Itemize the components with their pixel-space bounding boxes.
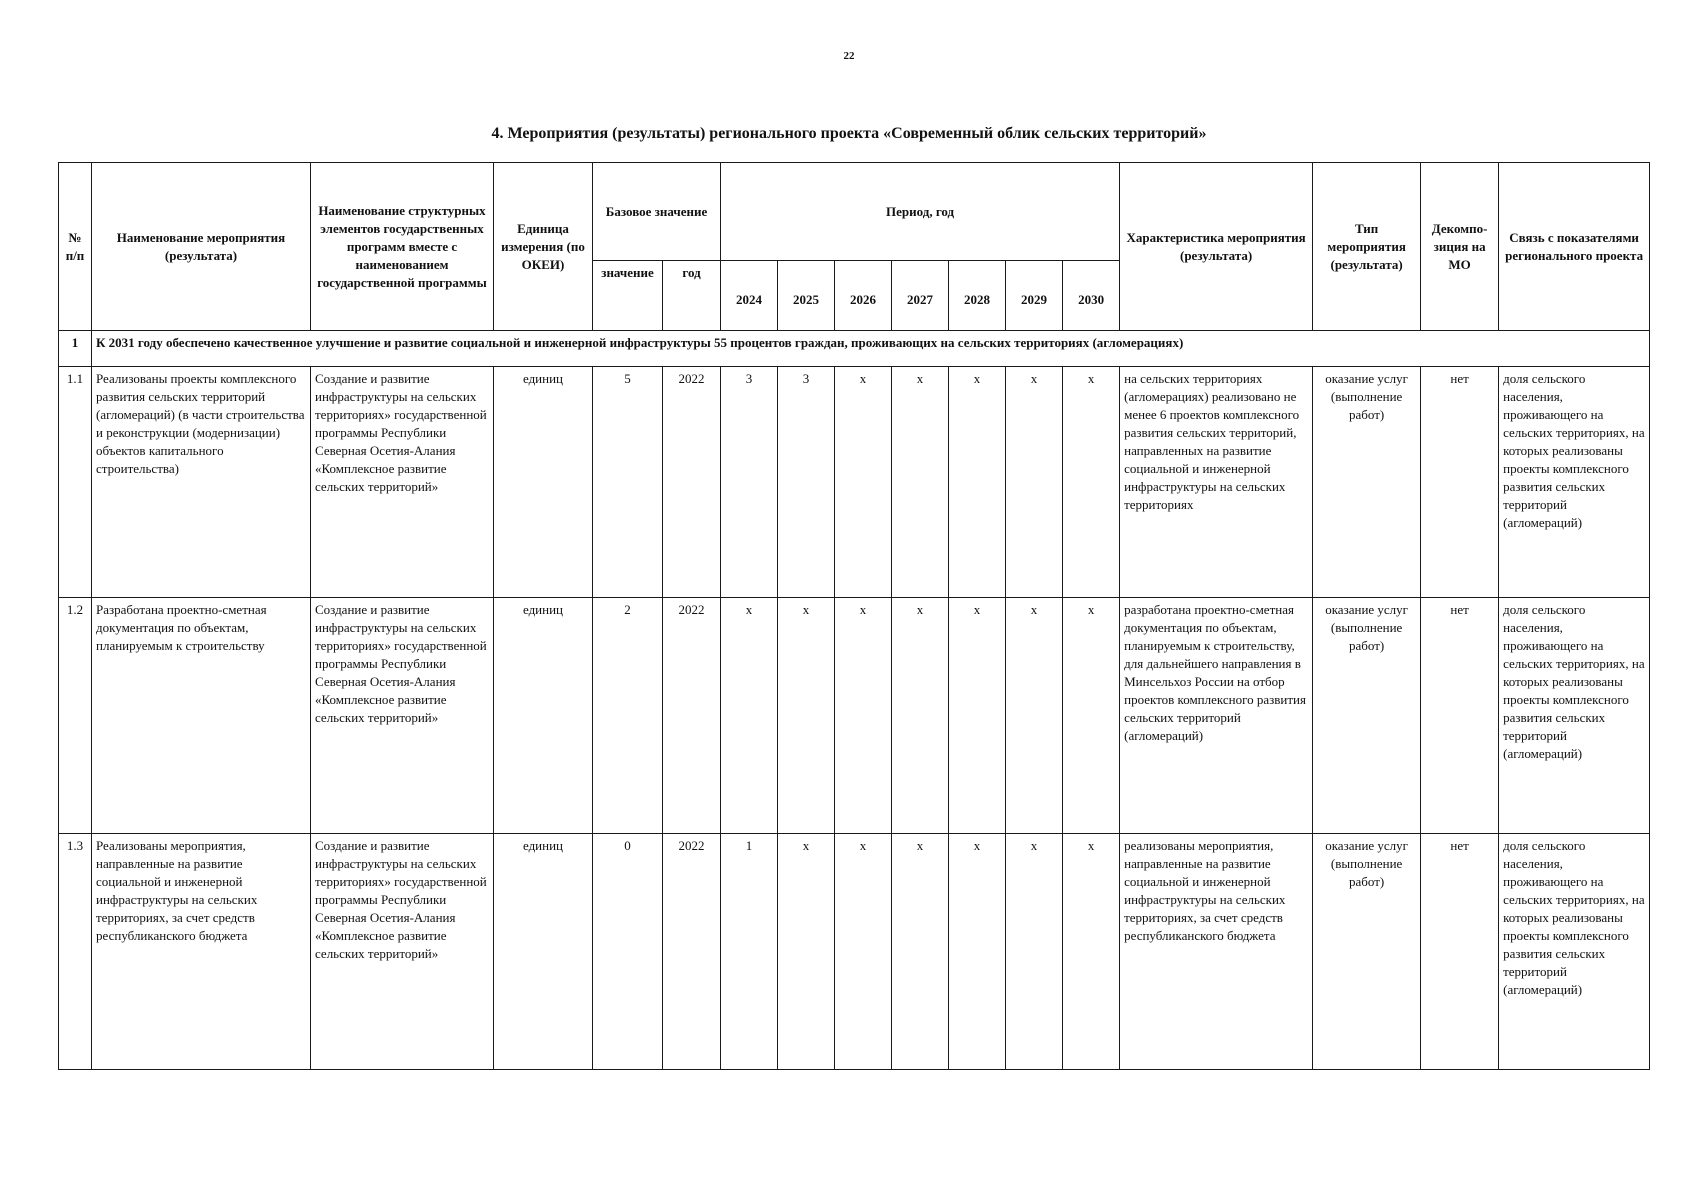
row-year-2028: x: [949, 834, 1006, 1070]
table-row: [59, 598, 1650, 834]
section-text: К 2031 году обеспечено качественное улучшение и развитие социальной и инженерной инфраструктуры 55 процентов граждан, проживающих на сельских территориях (агломерациях): [92, 331, 1650, 367]
row-year-2024: 3: [721, 367, 778, 598]
header-row-1: [59, 163, 1650, 261]
header-base: Базовое значение: [593, 163, 721, 261]
row-base-year: 2022: [663, 367, 721, 598]
header-unit: Единица измерения (по ОКЕИ): [494, 163, 593, 331]
header-char: Характеристика мероприятия (результата): [1120, 163, 1313, 331]
row-year-2026: x: [835, 834, 892, 1070]
row-num: 1.1: [59, 367, 92, 598]
activities-table: [58, 162, 1650, 1070]
row-year-2024: x: [721, 598, 778, 834]
row-decomp: нет: [1421, 367, 1499, 598]
row-name: Реализованы проекты комплексного развития сельских территорий (агломераций) (в части строительства и реконструкции (модернизации) объектов капитального строительства): [92, 367, 311, 598]
header-struct: Наименование структурных элементов государственных программ вместе с наименованием государственной программы: [311, 163, 494, 331]
page-title: 4. Мероприятия (результаты) регионального проекта «Современный облик сельских территорий»: [491, 125, 1207, 142]
row-year-2028: x: [949, 367, 1006, 598]
row-decomp: нет: [1421, 834, 1499, 1070]
row-char: реализованы мероприятия, направленные на развитие социальной и инженерной инфраструктуры на сельских территориях, за счет средств республиканского бюджета: [1120, 834, 1313, 1070]
page-number: 22: [843, 50, 855, 62]
header-year-2029: 2029: [1006, 261, 1063, 331]
row-struct: Создание и развитие инфраструктуры на сельских территориях» государственной программы Республики Северная Осетия-Алания «Комплексное развитие сельских территорий»: [311, 598, 494, 834]
header-base-value: значение: [593, 261, 663, 331]
row-base-value: 2: [593, 598, 663, 834]
header-year-2028: 2028: [949, 261, 1006, 331]
row-struct: Создание и развитие инфраструктуры на сельских территориях» государственной программы Республики Северная Осетия-Алания «Комплексное развитие сельских территорий»: [311, 367, 494, 598]
row-year-2026: x: [835, 367, 892, 598]
row-char: на сельских территориях (агломерациях) реализовано не менее 6 проектов комплексного развития сельских территорий, направленных на развитие социальной и инженерной инфраструктуры на сельских территориях: [1120, 367, 1313, 598]
row-num: 1.3: [59, 834, 92, 1070]
header-type: Тип мероприятия (результата): [1313, 163, 1421, 331]
header-link: Связь с показателями регионального проекта: [1499, 163, 1650, 331]
row-year-2025: x: [778, 834, 835, 1070]
section-row: [59, 331, 1650, 367]
row-year-2027: x: [892, 834, 949, 1070]
row-link: доля сельского населения, проживающего на сельских территориях, на которых реализованы проекты комплексного развития сельских территорий (агломераций): [1499, 367, 1650, 598]
row-unit: единиц: [494, 834, 593, 1070]
row-char: разработана проектно-сметная документация по объектам, планируемым к строительству, для дальнейшего направления в Минсельхоз России на отбор проектов комплексного развития сельских территорий (агломераций): [1120, 598, 1313, 834]
row-base-value: 0: [593, 834, 663, 1070]
row-year-2029: x: [1006, 367, 1063, 598]
row-type: оказание услуг (выполнение работ): [1313, 834, 1421, 1070]
row-year-2025: 3: [778, 367, 835, 598]
row-type: оказание услуг (выполнение работ): [1313, 367, 1421, 598]
row-year-2030: x: [1063, 834, 1120, 1070]
row-name: Разработана проектно-сметная документация по объектам, планируемым к строительству: [92, 598, 311, 834]
header-period: Период, год: [721, 163, 1120, 261]
table-row: [59, 367, 1650, 598]
row-base-year: 2022: [663, 834, 721, 1070]
header-num: № п/п: [59, 163, 92, 331]
section-num: 1: [59, 331, 92, 367]
header-name: Наименование мероприятия (результата): [92, 163, 311, 331]
header-decomp: Декомпо-зиция на МО: [1421, 163, 1499, 331]
row-type: оказание услуг (выполнение работ): [1313, 598, 1421, 834]
row-num: 1.2: [59, 598, 92, 834]
header-year-2026: 2026: [835, 261, 892, 331]
row-year-2025: x: [778, 598, 835, 834]
row-year-2027: x: [892, 367, 949, 598]
row-year-2026: x: [835, 598, 892, 834]
row-base-value: 5: [593, 367, 663, 598]
row-struct: Создание и развитие инфраструктуры на сельских территориях» государственной программы Республики Северная Осетия-Алания «Комплексное развитие сельских территорий»: [311, 834, 494, 1070]
row-year-2027: x: [892, 598, 949, 834]
row-year-2024: 1: [721, 834, 778, 1070]
row-year-2029: x: [1006, 834, 1063, 1070]
header-base-year: год: [663, 261, 721, 331]
row-unit: единиц: [494, 367, 593, 598]
row-year-2030: x: [1063, 598, 1120, 834]
row-base-year: 2022: [663, 598, 721, 834]
row-name: Реализованы мероприятия, направленные на развитие социальной и инженерной инфраструктуры на сельских территориях, за счет средств республиканского бюджета: [92, 834, 311, 1070]
row-link: доля сельского населения, проживающего на сельских территориях, на которых реализованы проекты комплексного развития сельских территорий (агломераций): [1499, 834, 1650, 1070]
row-year-2028: x: [949, 598, 1006, 834]
row-year-2029: x: [1006, 598, 1063, 834]
row-decomp: нет: [1421, 598, 1499, 834]
header-year-2025: 2025: [778, 261, 835, 331]
header-year-2027: 2027: [892, 261, 949, 331]
header-year-2024: 2024: [721, 261, 778, 331]
table-row: [59, 834, 1650, 1070]
row-year-2030: x: [1063, 367, 1120, 598]
header-year-2030: 2030: [1063, 261, 1120, 331]
row-link: доля сельского населения, проживающего на сельских территориях, на которых реализованы проекты комплексного развития сельских территорий (агломераций): [1499, 598, 1650, 834]
row-unit: единиц: [494, 598, 593, 834]
